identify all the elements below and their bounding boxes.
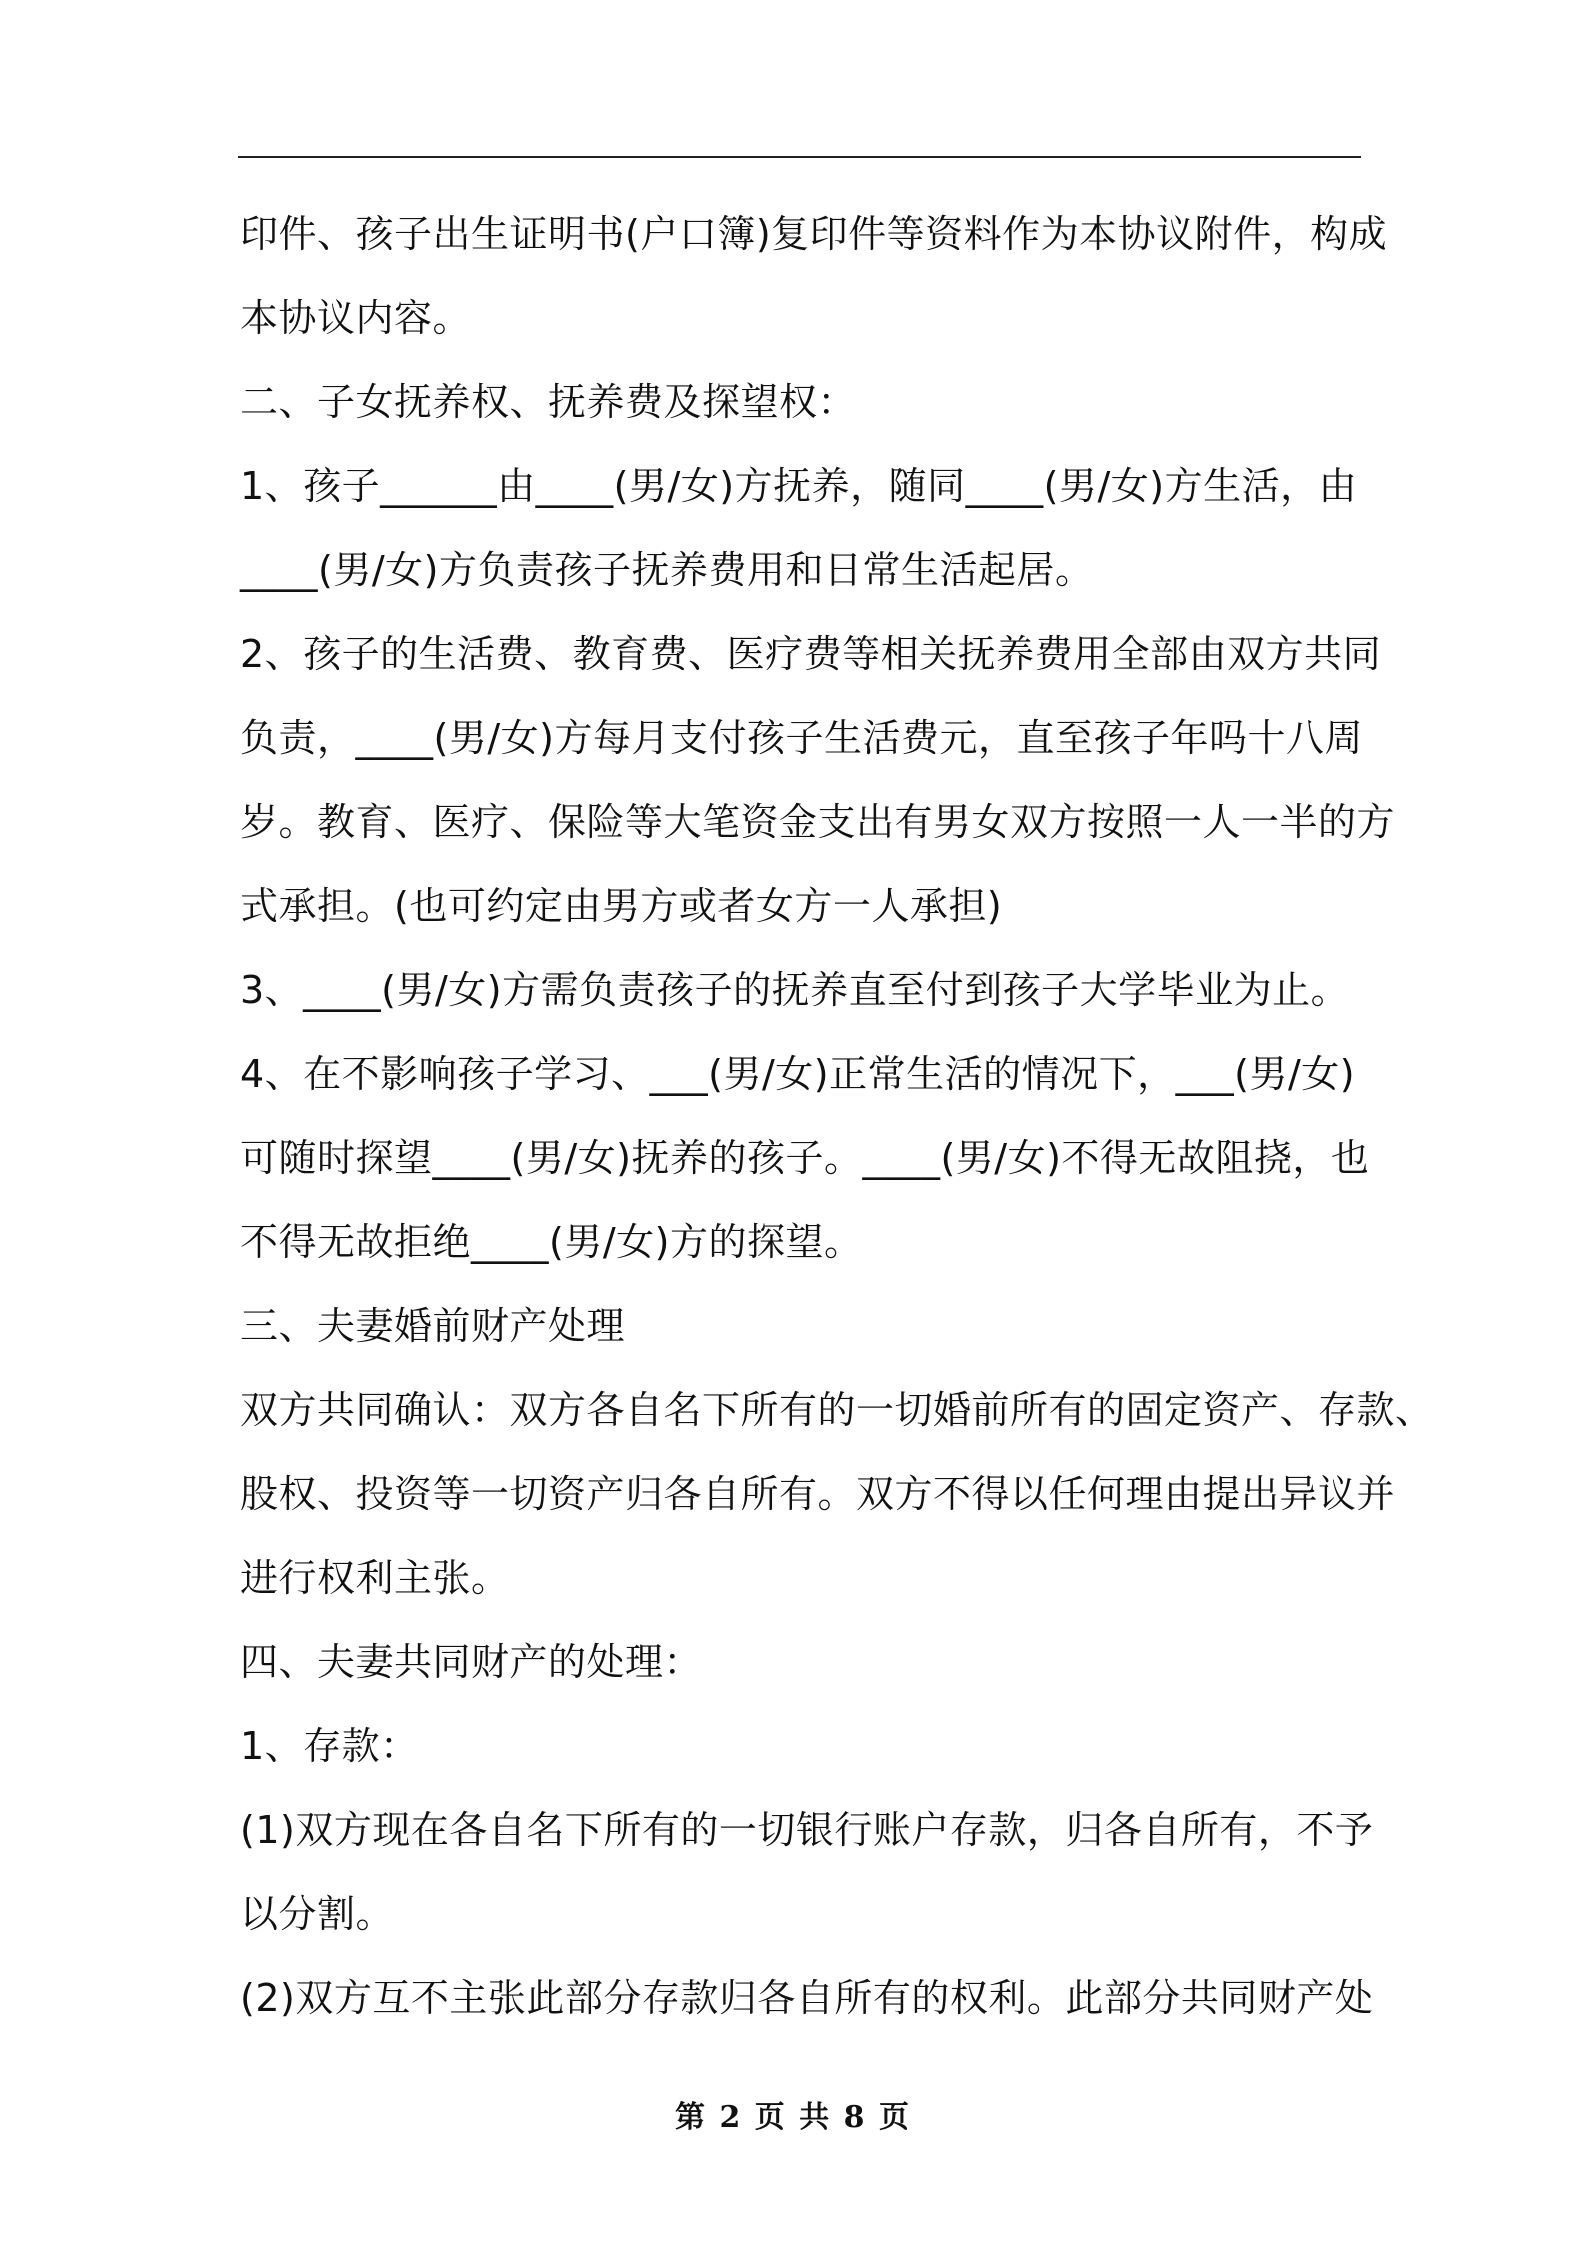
text-line: 不得无故拒绝____(男/女)方的探望。 bbox=[240, 1220, 863, 1264]
text-line: 负责，____(男/女)方每月支付孩子生活费元，直至孩子年吗十八周 bbox=[240, 716, 1363, 760]
text-line: 双方共同确认：双方各自名下所有的一切婚前所有的固定资产、存款、 bbox=[240, 1388, 1434, 1432]
text-line: 进行权利主张。 bbox=[240, 1556, 510, 1600]
header-rule bbox=[238, 156, 1361, 158]
document-body bbox=[240, 192, 1434, 2040]
text-line: 3、____(男/女)方需负责孩子的抚养直至付到孩子大学毕业为止。 bbox=[240, 968, 1350, 1012]
text-line: 印件、孩子出生证明书(户口簿)复印件等资料作为本协议附件，构成 bbox=[240, 212, 1388, 256]
page-number-footer: 第 2 页 共 8 页 bbox=[675, 2100, 911, 2135]
text-line: ____(男/女)方负责孩子抚养费用和日常生活起居。 bbox=[240, 548, 1094, 592]
text-line: 本协议内容。 bbox=[240, 296, 472, 340]
section-heading: 三、夫妻婚前财产处理 bbox=[240, 1304, 626, 1348]
text-line: 可随时探望____(男/女)抚养的孩子。____(男/女)不得无故阻挠，也 bbox=[240, 1136, 1370, 1180]
text-line: 式承担。(也可约定由男方或者女方一人承担) bbox=[240, 884, 1003, 928]
text-line: (1)双方现在各自名下所有的一切银行账户存款，归各自所有，不予 bbox=[240, 1808, 1374, 1852]
text-line: (2)双方互不主张此部分存款归各自所有的权利。此部分共同财产处 bbox=[240, 1976, 1374, 2020]
text-line: 岁。教育、医疗、保险等大笔资金支出有男女双方按照一人一半的方 bbox=[240, 800, 1396, 844]
text-line: 1、存款： bbox=[240, 1724, 419, 1768]
text-line: 股权、投资等一切资产归各自所有。双方不得以任何理由提出异议并 bbox=[240, 1472, 1396, 1516]
text-line: 2、孩子的生活费、教育费、医疗费等相关抚养费用全部由双方共同 bbox=[240, 632, 1382, 676]
text-line: 1、孩子______由____(男/女)方抚养，随同____(男/女)方生活，由 bbox=[240, 464, 1358, 508]
text-line: 4、在不影响孩子学习、___(男/女)正常生活的情况下，___(男/女) bbox=[240, 1052, 1356, 1096]
text-line: 以分割。 bbox=[240, 1892, 395, 1936]
section-heading: 四、夫妻共同财产的处理： bbox=[240, 1640, 703, 1684]
section-heading: 二、子女抚养权、抚养费及探望权： bbox=[240, 380, 857, 424]
